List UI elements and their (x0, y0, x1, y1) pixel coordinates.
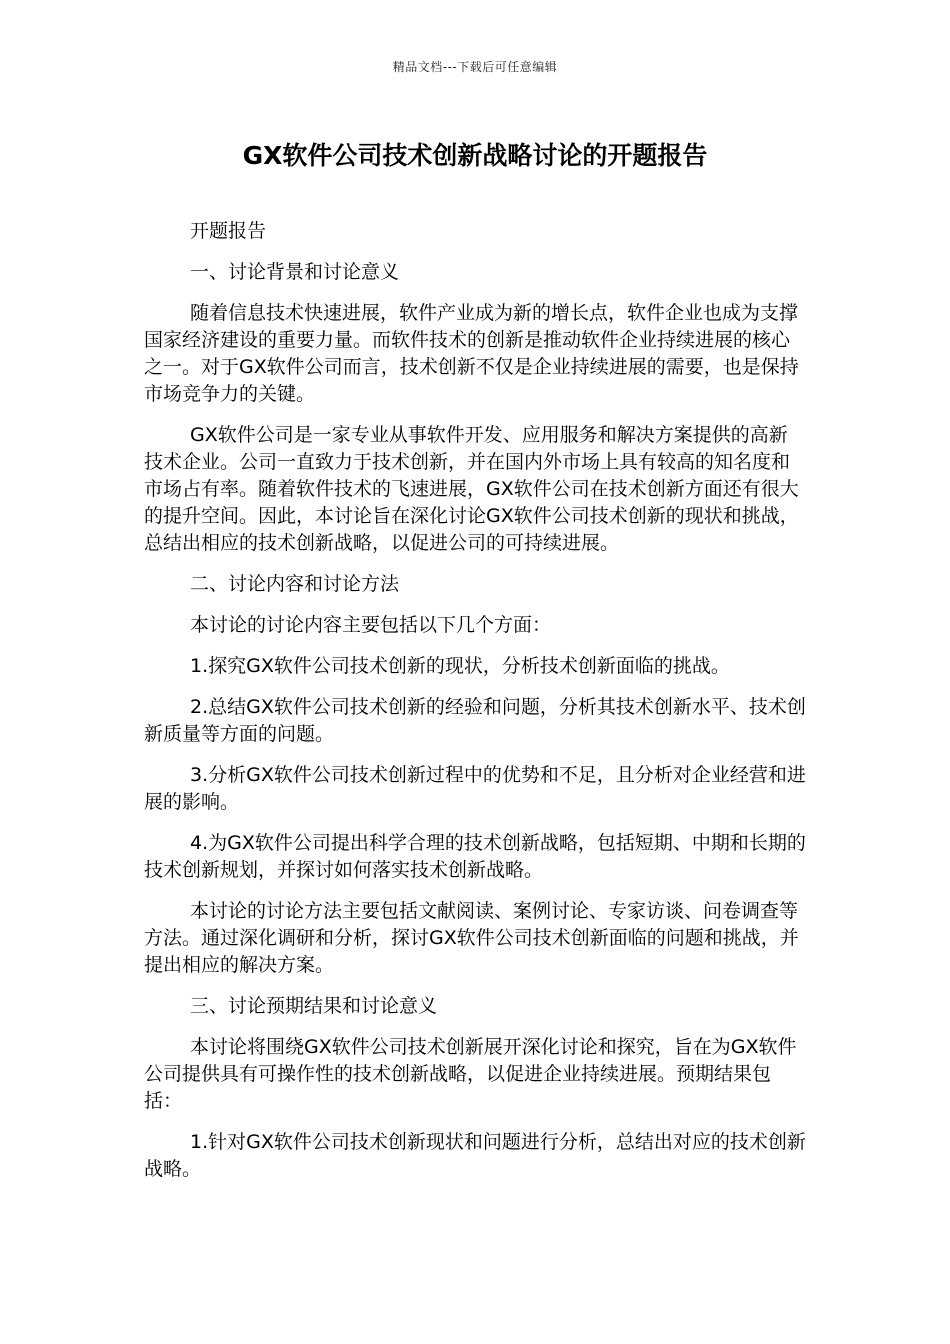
paragraph: GX软件公司是一家专业从事软件开发、应用服务和解决方案提供的高新技术企业。公司一直致力于技术创新，并在国内外市场上具有较高的知名度和市场占有率。随着软件技术的飞速进展，GX软件公司在技术创新方面还有很大的提升空间。因此，本讨论旨在深化讨论GX软件公司技术创新的现状和挑战，总结出相应的技术创新战略，以促进公司的可持续进展。 (144, 424, 799, 554)
paragraph-report-label: 开题报告 (190, 220, 267, 242)
section-heading-content-method: 二、讨论内容和讨论方法 (190, 573, 400, 595)
document-body (144, 218, 806, 1197)
list-item: 2.总结GX软件公司技术创新的经验和问题，分析其技术创新水平、技术创新质量等方面的问题。 (144, 696, 806, 745)
paragraph: 本讨论的讨论方法主要包括文献阅读、案例讨论、专家访谈、问卷调查等方法。通过深化调研和分析，探讨GX软件公司技术创新面临的问题和挑战，并提出相应的解决方案。 (144, 900, 799, 976)
section-heading-expected-results: 三、讨论预期结果和讨论意义 (190, 995, 438, 1017)
section-heading-background: 一、讨论背景和讨论意义 (190, 261, 400, 283)
page-header: 精品文档---下载后可任意编辑 (392, 60, 558, 74)
list-item: 1.针对GX软件公司技术创新现状和问题进行分析，总结出对应的技术创新战略。 (144, 1131, 806, 1180)
paragraph: 随着信息技术快速进展，软件产业成为新的增长点，软件企业也成为支撑国家经济建设的重要力量。而软件技术的创新是推动软件企业持续进展的核心之一。对于GX软件公司而言，技术创新不仅是企业持续进展的需要，也是保持市场竞争力的关键。 (144, 302, 799, 405)
document-title: GX软件公司技术创新战略讨论的开题报告 (242, 141, 708, 170)
list-item: 3.分析GX软件公司技术创新过程中的优势和不足，且分析对企业经营和进展的影响。 (144, 764, 806, 813)
paragraph: 本讨论将围绕GX软件公司技术创新展开深化讨论和探究，旨在为GX软件公司提供具有可操作性的技术创新战略，以促进企业持续进展。预期结果包括： (144, 1036, 797, 1112)
list-item: 1.探究GX软件公司技术创新的现状，分析技术创新面临的挑战。 (190, 655, 730, 677)
list-item: 4.为GX软件公司提出科学合理的技术创新战略，包括短期、中期和长期的技术创新规划，并探讨如何落实技术创新战略。 (144, 832, 806, 881)
paragraph: 本讨论的讨论内容主要包括以下几个方面： (190, 614, 552, 636)
